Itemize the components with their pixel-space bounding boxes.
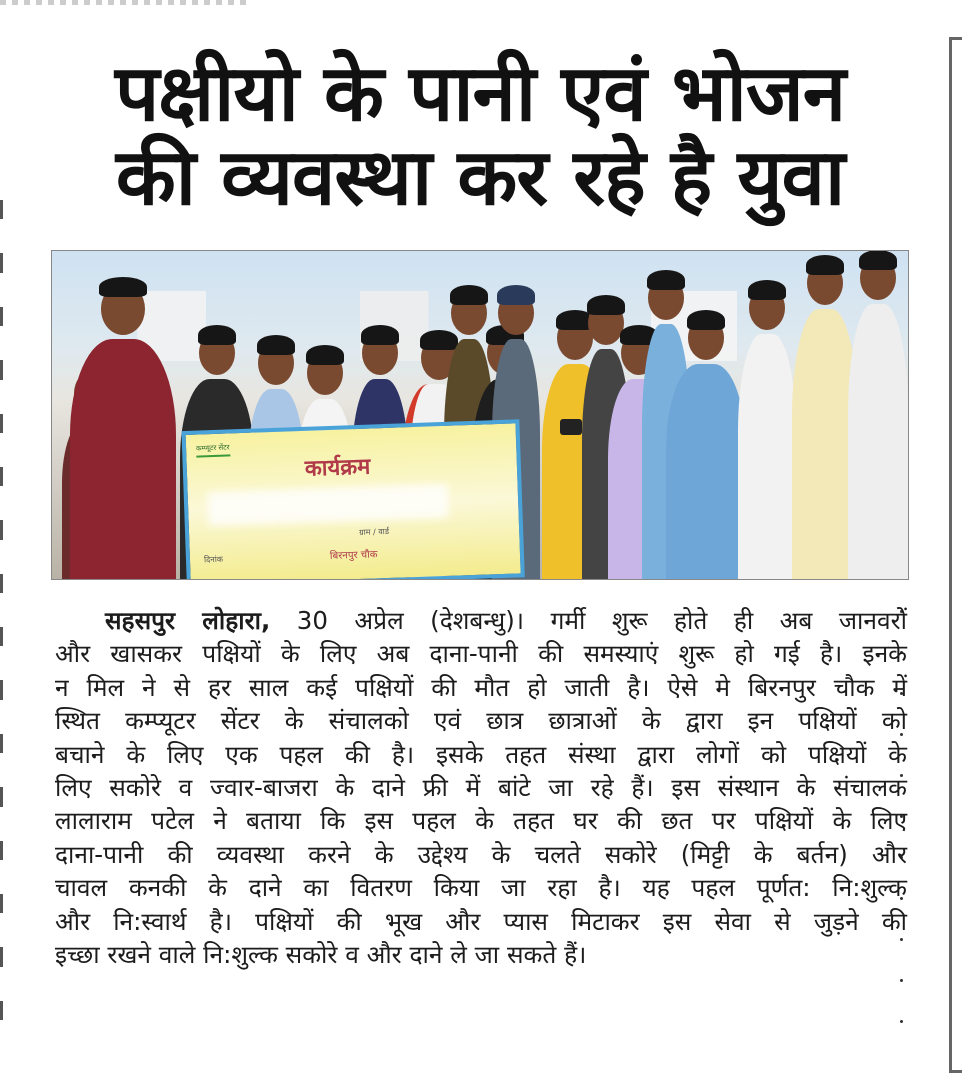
article-line: स्थित कम्प्यूटर सेंटर के संचालको एवं छात्र छात्राओं के द्वारा इन पक्षियों को xyxy=(55,706,907,736)
adjacent-column-edge xyxy=(0,200,6,1020)
banner-org-text: कम्प्यूटर सेंटर xyxy=(196,443,230,457)
news-photo xyxy=(51,250,909,580)
article-line: दाना-पानी की व्यवस्था करने के उद्देश्य के चलते सकोरे (मिट्टी के बर्तन) और xyxy=(55,839,907,869)
banner-date-label: दिनांक xyxy=(203,554,224,565)
banner-title: कार्यक्रम xyxy=(304,454,371,482)
article-line: न मिल ने से हर साल कई पक्षियों की मौत हो जाती है। ऐसे मे बिरनपुर चौक में xyxy=(55,672,907,702)
article-line: चावल कनकी के दाने का वितरण किया जा रहा है। यह पहल पूर्णत: नि:शुल्क xyxy=(55,873,907,903)
adjacent-box-frame xyxy=(949,37,962,1073)
dateline: सहसपुर लोहारा, xyxy=(105,606,271,635)
banner xyxy=(181,419,524,580)
banner-footer-text: बिरनपुर चौक xyxy=(329,549,378,562)
article-body xyxy=(55,604,907,971)
clipped-previous-text xyxy=(0,0,250,5)
person xyxy=(848,304,908,579)
headline xyxy=(50,49,910,223)
headline-line-2: की व्यवस्था कर रहे है युवा xyxy=(115,133,845,223)
person xyxy=(70,339,176,579)
article-line: सहसपुर लोहारा, 30 अप्रेल (देशबन्धु)। गर्मी शुरू होते ही अब जानवरों xyxy=(105,606,907,635)
article-line: और नि:स्वार्थ है। पक्षियों की भूख और प्यास मिटाकर इस सेवा से जुड़ने की xyxy=(55,906,907,936)
banner-blurred-text xyxy=(208,484,449,526)
camera xyxy=(560,419,582,435)
article-line: इच्छा रखने वाले नि:शुल्क सकोरे व और दाने ले जा सकते हैं। xyxy=(55,940,587,970)
article-line: और खासकर पक्षियों के लिए अब दाना-पानी की समस्याएं शुरू हो गई है। इनके xyxy=(55,639,907,669)
article-line: लिए सकोरे व ज्वार-बाजरा के दाने फ्री में बांटे जा रहे हैं। इस संस्थान के संचालक xyxy=(55,773,907,803)
banner-place-label: ग्राम / वार्ड xyxy=(358,526,390,537)
article-line: लालाराम पटेल ने बताया कि इस पहल के तहत घर की छत पर पक्षियों के लिए xyxy=(55,806,907,836)
person xyxy=(738,334,796,579)
person xyxy=(666,364,746,579)
article-line: बचाने के लिए एक पहल की है। इसके तहत संस्था द्वारा लोगों को पक्षियों के xyxy=(55,739,907,769)
headline-line-1: पक्षीयो के पानी एवं भोजन xyxy=(114,49,846,139)
